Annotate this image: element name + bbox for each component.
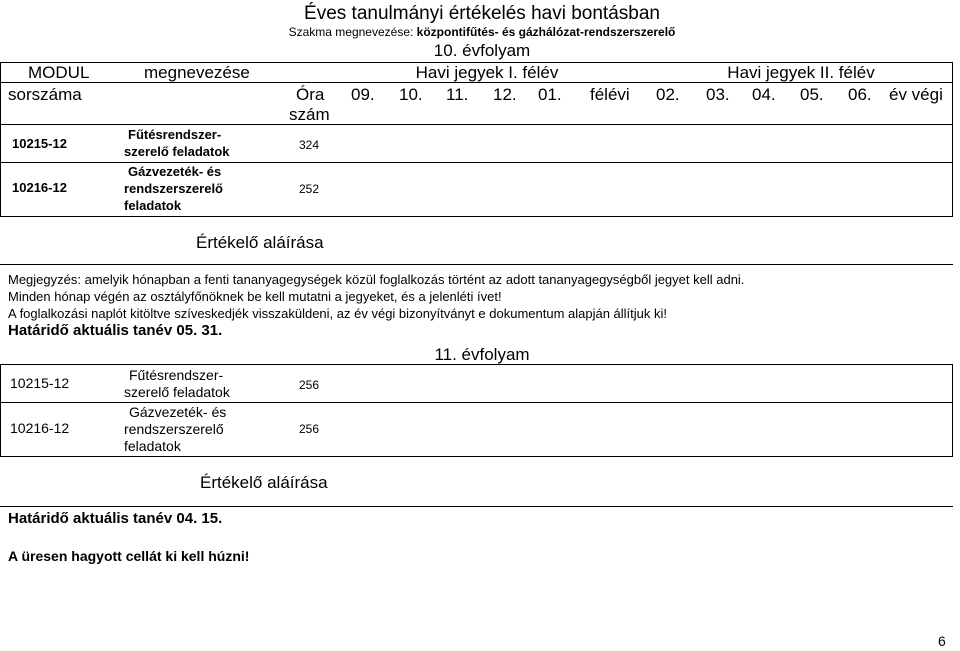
profession-value: központifűtés- és gázhálózat-rendszerszerelő bbox=[416, 25, 676, 39]
t2-row2-hours: 256 bbox=[299, 422, 320, 436]
page-title: Éves tanulmányi értékelés havi bontásban bbox=[304, 3, 660, 24]
month-06: 06. bbox=[848, 85, 872, 104]
semester1-header: Havi jegyek I. félév bbox=[415, 63, 559, 82]
month-10: 10. bbox=[399, 85, 423, 104]
row1-hours: 324 bbox=[299, 138, 320, 152]
col-header-sorszama: sorszáma bbox=[8, 85, 82, 104]
t2-row1-code: 10215-12 bbox=[10, 375, 70, 391]
month-05: 05. bbox=[800, 85, 824, 104]
grade-10-label: 10. évfolyam bbox=[433, 41, 531, 60]
note-line-3: A foglalkozási naplót kitöltve szíveskedjék visszaküldeni, az év végi bizonyítványt e dokumentum alapján állítjuk ki! bbox=[8, 306, 668, 321]
t2-row1-name-line2: szerelő feladatok bbox=[124, 384, 230, 400]
month-12: 12. bbox=[493, 85, 517, 104]
row2-code: 10216-12 bbox=[12, 180, 67, 195]
t2-evaluator-signature-label: Értékelő aláírása bbox=[200, 473, 328, 492]
t2-row2-code: 10216-12 bbox=[10, 420, 70, 436]
t2-row1-name-line1: Fűtésrendszer- bbox=[129, 367, 224, 383]
month-felevi: félévi bbox=[590, 85, 630, 104]
row2-name-line3: feladatok bbox=[124, 198, 182, 213]
month-03: 03. bbox=[706, 85, 730, 104]
month-01: 01. bbox=[538, 85, 562, 104]
page-number: 6 bbox=[938, 633, 946, 649]
row2-name-line1: Gázvezeték- és bbox=[128, 164, 222, 179]
col-header-modul: MODUL bbox=[28, 63, 90, 82]
row1-name-line2: szerelő feladatok bbox=[124, 144, 230, 159]
empty-cell-note: A üresen hagyott cellát ki kell húzni! bbox=[8, 548, 250, 564]
deadline-1: Határidő aktuális tanév 05. 31. bbox=[8, 322, 223, 339]
profession-line bbox=[289, 26, 676, 38]
profession-label: Szakma megnevezése: bbox=[288, 25, 417, 39]
t2-row2-name-line2: rendszerszerelő bbox=[124, 421, 224, 437]
evaluator-signature-label: Értékelő aláírása bbox=[196, 233, 324, 252]
month-09: 09. bbox=[351, 85, 375, 104]
month-ev-vegi: év végi bbox=[889, 85, 943, 104]
month-02: 02. bbox=[656, 85, 680, 104]
month-04: 04. bbox=[752, 85, 776, 104]
month-11: 11. bbox=[446, 85, 469, 104]
row2-hours: 252 bbox=[299, 182, 320, 196]
deadline-2: Határidő aktuális tanév 04. 15. bbox=[8, 510, 223, 527]
t2-row2-name-line3: feladatok bbox=[124, 438, 181, 454]
row1-name-line1: Fűtésrendszer- bbox=[128, 127, 222, 142]
col-header-megnevezese: megnevezése bbox=[144, 63, 250, 82]
grade-11-label: 11. évfolyam bbox=[434, 345, 530, 364]
t2-row2-name-line1: Gázvezeték- és bbox=[129, 404, 227, 420]
col-header-ora: Óra bbox=[296, 85, 325, 104]
col-header-szam: szám bbox=[289, 105, 330, 124]
t2-row1-hours: 256 bbox=[299, 378, 320, 392]
row1-code: 10215-12 bbox=[12, 136, 67, 151]
row2-name-line2: rendszerszerelő bbox=[124, 181, 223, 196]
note-line-1: Megjegyzés: amelyik hónapban a fenti tananyagegységek közül foglalkozás történt az adott tananyagegységből jegyet kell adni. bbox=[8, 272, 745, 287]
semester2-header: Havi jegyek II. félév bbox=[727, 63, 875, 82]
note-line-2: Minden hónap végén az osztályfőnöknek be kell mutatni a jegyeket, és a jelenléti ívet! bbox=[8, 289, 502, 304]
